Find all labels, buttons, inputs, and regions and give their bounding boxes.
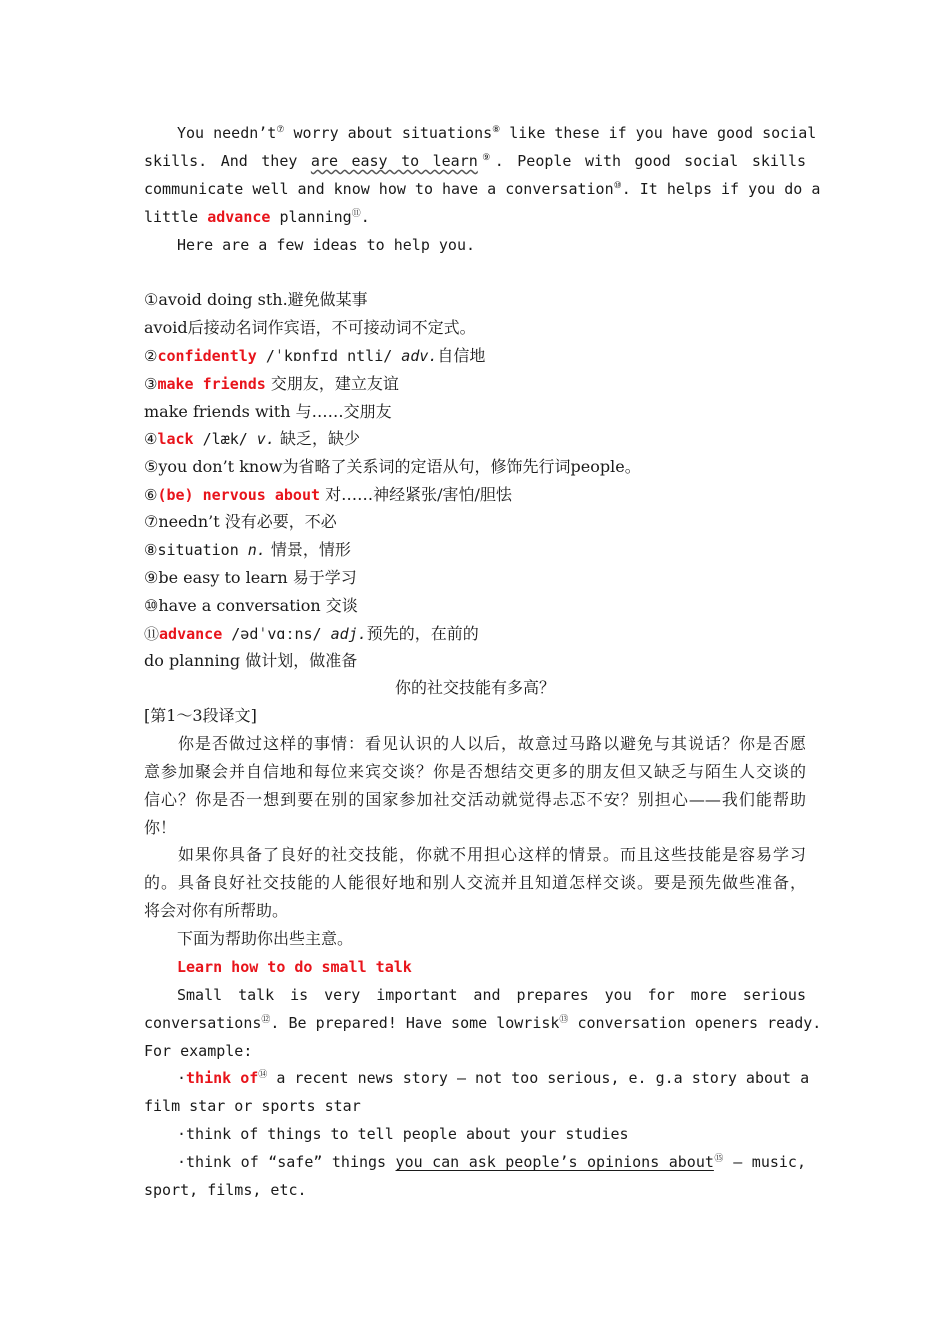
underlined-phrase: you can ask people’s opinions about: [395, 1153, 714, 1171]
section-heading: Learn how to do small talk: [177, 958, 412, 976]
note-item: make friends with 与……交朋友: [144, 402, 392, 421]
passage-line: Small talk is very important and prepares you for more serious: [177, 986, 806, 1004]
passage-line: conversations⑫. Be prepared! Have some lowrisk⑬ conversation openers ready.: [144, 1014, 822, 1032]
passage-line: communicate well and know how to have a conversation⑩. It helps if you do a: [144, 180, 821, 198]
translation-line: 如果你具备了良好的社交技能，你就不用担心这样的情景。而且这些技能是容易学习: [177, 845, 806, 864]
bullet-item: ·think of⑭ a recent news story — not too serious, e. g.a story about a: [177, 1069, 810, 1087]
bullet-item: sport, films, etc.: [144, 1181, 307, 1199]
bullet-item: film star or sports star: [144, 1097, 361, 1115]
translation-line: 将会对你有所帮助。: [144, 901, 289, 920]
note-item: ⑤you don’t know为省略了关系词的定语从句，修饰先行词people。: [144, 457, 641, 476]
note-item: ②confidently /ˈkɒnfɪd ntli/ adv.自信地: [144, 346, 486, 365]
note-item: ⑦needn’t 没有必要，不必: [144, 512, 337, 531]
translation-line: 意参加聚会并自信地和每位来宾交谈？你是否想结交更多的朋友但又缺乏与陌生人交谈的: [144, 762, 806, 781]
wavy-underlined-phrase: are easy to learn: [310, 152, 478, 170]
translation-line: 你是否做过这样的事情：看见认识的人以后，故意过马路以避免与其说话？你是否愿: [177, 734, 806, 753]
passage-line: little advance planning⑪.: [144, 208, 370, 226]
note-item: do planning 做计划，做准备: [144, 651, 358, 670]
keyword: advance: [207, 208, 271, 226]
translation-line: 信心？你是否一想到要在别的国家参加社交活动就觉得忐忑不安？别担心——我们能帮助: [144, 790, 806, 809]
bullet-item: ·think of “safe” things you can ask people’s opinions about⑮ — music,: [177, 1153, 806, 1171]
note-item: ⑪advance /ədˈvɑːns/ adj.预先的，在前的: [144, 624, 479, 643]
note-item: avoid后接动名词作宾语，不可接动词不定式。: [144, 318, 476, 337]
note-item: ⑨be easy to learn 易于学习: [144, 568, 357, 587]
translation-title: 你的社交技能有多高？: [394, 678, 555, 697]
passage-line: skills. And they are easy to learn⑨. People with good social skills: [144, 152, 807, 170]
bullet-item: ·think of things to tell people about your studies: [177, 1125, 629, 1143]
passage-line: You needn’t⑦ worry about situations⑧ like these if you have good social: [177, 124, 817, 142]
translation-line: 的。具备良好社交技能的人能很好地和别人交流并且知道怎样交谈。要是预先做些准备，: [144, 873, 806, 892]
note-item: ①avoid doing sth.避免做某事: [144, 290, 368, 309]
translation-line: 你！: [144, 818, 177, 837]
passage-line: For example:: [144, 1042, 253, 1060]
passage-line: Here are a few ideas to help you.: [177, 236, 476, 254]
translation-line: 下面为帮助你出些主意。: [177, 929, 354, 948]
note-item: ③make friends 交朋友，建立友谊: [144, 374, 399, 393]
note-item: ⑥(be) nervous about 对……神经紧张/害怕/胆怯: [144, 485, 512, 504]
note-item: ⑩have a conversation 交谈: [144, 596, 358, 615]
note-item: ④lack /læk/ v. 缺乏，缺少: [144, 429, 360, 448]
note-item: ⑧situation n. 情景，情形: [144, 540, 351, 559]
section-label: [第1～3段译文]: [144, 706, 257, 725]
